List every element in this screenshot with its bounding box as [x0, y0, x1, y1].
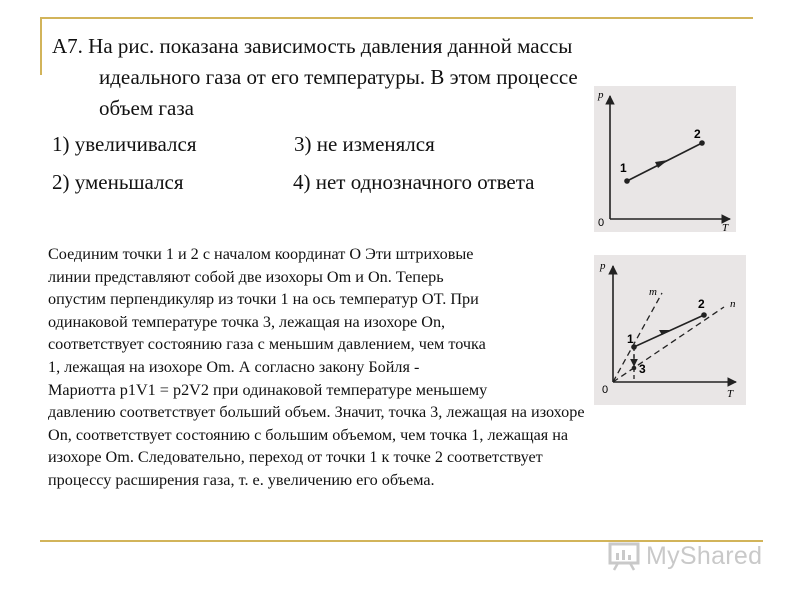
graph2-label-t: T — [727, 388, 734, 400]
graph1-point-1 — [624, 178, 630, 184]
answer-1: 1) увеличивался — [52, 132, 197, 156]
graph1-direction-arrow — [655, 160, 668, 168]
question-line-1: А7. На рис. показана зависимость давления данной массы — [52, 34, 573, 58]
graph2-label-p: p — [600, 260, 606, 272]
graph2-label-3: 3 — [639, 362, 646, 376]
explanation-line-1: Соединим точки 1 и 2 с началом координат O Эти штриховые — [48, 245, 474, 263]
explanation-line-7: Мариотта p1V1 = p2V2 при одинаковой температуре меньшему — [48, 380, 488, 399]
graph2-label-origin: 0 — [602, 384, 609, 396]
explanation-line-6: 1, лежащая на изохоре Om. А согласно закону Бойля - — [48, 357, 420, 376]
graph1-label-p: p — [598, 89, 604, 101]
explanation-line-3: опустим перпендикуляр из точки 1 на ось температур OT. При — [48, 290, 479, 309]
answer-4: 4) нет однозначного ответа — [293, 170, 535, 194]
graph1-svg — [594, 86, 736, 232]
explanation-line-8: давлению соответствует больший объем. Значит, точка 3, лежащая на изохоре — [48, 403, 585, 422]
explanation-line-10: изохоре Om. Следовательно, переход от точки 1 к точке 2 соответствует — [48, 448, 543, 467]
answer-2: 2) уменьшался — [52, 170, 184, 194]
explanation-line-5: соответствует состоянию газа с меньшим давлением, чем точка — [48, 335, 486, 354]
left-rule — [40, 17, 42, 75]
question-line-2: идеального газа от его температуры. В этом процессе — [99, 65, 578, 89]
presentation-board-icon — [608, 541, 640, 571]
graph1-label-1: 1 — [620, 161, 627, 175]
explanation-line-4: одинаковой температуре точка 3, лежащая на изохоре On, — [48, 312, 446, 331]
graph-pressure-temperature — [594, 86, 736, 232]
watermark-text: MyShared — [646, 541, 763, 570]
graph1-label-2: 2 — [694, 127, 701, 141]
question-line-3: объем газа — [99, 96, 194, 120]
graph2-label-1: 1 — [627, 332, 634, 346]
graph1-label-t: T — [722, 222, 729, 232]
explanation-line-2: линии представляют собой две изохоры Om и On. Теперь — [48, 267, 444, 286]
myshared-watermark — [608, 538, 762, 574]
graph1-point-2 — [699, 140, 705, 146]
graph2-label-m: m — [649, 286, 657, 298]
top-rule — [40, 17, 753, 19]
answer-3: 3) не изменялся — [294, 132, 435, 156]
explanation-text — [48, 243, 748, 492]
explanation-line-9: On, соответствует состоянию с большим объемом, чем точка 1, лежащая на — [48, 425, 569, 444]
graph2-label-2: 2 — [698, 297, 705, 311]
explanation-line-11: процессу расширения газа, т. е. увеличению его объема. — [48, 470, 435, 489]
graph2-label-n: n — [730, 298, 736, 310]
graph1-label-origin: 0 — [598, 217, 605, 229]
